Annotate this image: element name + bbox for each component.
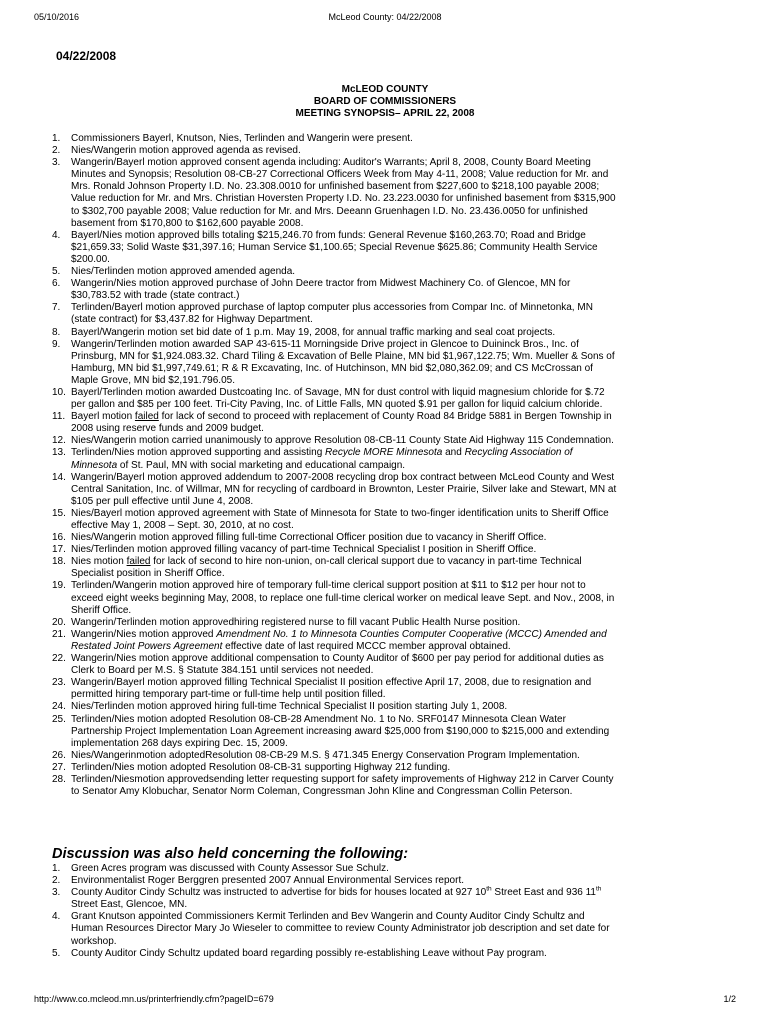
item-line — [71, 181, 732, 193]
text-run: Clerk to Board per M.S. § Statute 384.151 until services not needed. — [71, 665, 374, 677]
item-text — [71, 508, 732, 532]
text-run: Bayerl/Nies motion approved bills totaling $215,246.70 from funds: General Revenue $160,263.70; Road and Bridge — [71, 229, 586, 241]
item-line — [71, 387, 732, 399]
item-line — [71, 593, 732, 605]
item-text — [71, 750, 732, 762]
item-number: 20. — [52, 616, 66, 628]
discussion-list — [52, 863, 732, 960]
ordinal-suffix: th — [596, 885, 602, 893]
board-title: BOARD OF COMMISSIONERS — [313, 96, 457, 107]
item-line — [71, 496, 732, 508]
print-header — [34, 12, 736, 22]
item-line — [71, 447, 732, 459]
item-line — [71, 508, 732, 520]
text-run: and — [442, 447, 465, 459]
item-number: 3. — [52, 157, 61, 169]
item-line — [71, 689, 732, 701]
item-number: 27. — [52, 761, 66, 773]
item-number: 22. — [52, 653, 66, 665]
list-item — [52, 629, 732, 653]
list-item — [52, 230, 732, 266]
list-item — [52, 750, 732, 762]
text-run: Street East, Glencoe, MN. — [71, 899, 188, 911]
item-number: 7. — [52, 302, 61, 314]
text-run: Wangerin/Bayerl motion approved consent agenda including: Auditor's Warrants; April 8, 2008, County Board Meeting — [71, 157, 591, 169]
item-line — [71, 290, 732, 302]
text-run: Bayerl motion — [71, 411, 135, 423]
text-run: County Auditor Cindy Schultz was instructed to advertise for bids for houses located at 927 10 — [71, 887, 487, 899]
item-number: 19. — [52, 580, 66, 592]
text-run: Green Acres program was discussed with County Assessor Sue Schulz. — [71, 863, 389, 874]
item-text — [71, 887, 732, 911]
list-item — [52, 556, 732, 580]
text-run: Wangerin/Bayerl motion approved filling Technical Specialist II position effective April 17, 2008, due to resignation and — [71, 677, 592, 689]
item-line — [71, 218, 732, 230]
text-run: for lack of second to hire non-union, on-call clerical support due to vacancy in part-time Technical — [150, 556, 582, 568]
text-run: Bayerl/Terlinden motion awarded Dustcoating Inc. of Savage, MN for dust control with liquid magnesium chloride for $.72 — [71, 386, 605, 398]
text-run: effective May 1, 2008 – Sept. 30, 2010, at no cost. — [71, 520, 294, 531]
text-run: Wangerin/Terlinden motion awarded SAP 43-615-11 Morningside Drive project in Glencoe to Duininck Bros., Inc. of — [71, 338, 579, 350]
text-run: 2008 using reserve funds and 2009 budget. — [71, 423, 264, 435]
item-line — [71, 629, 732, 641]
item-number: 28. — [52, 773, 66, 785]
item-line — [71, 665, 732, 677]
item-line — [71, 605, 732, 617]
item-text — [71, 911, 732, 947]
item-line — [71, 278, 732, 290]
item-number: 2. — [52, 875, 61, 887]
item-text — [71, 863, 732, 875]
text-run: Sheriff Office. — [71, 604, 132, 616]
item-number: 9. — [52, 338, 61, 350]
item-line — [71, 887, 732, 899]
failed-text: failed — [126, 556, 151, 568]
text-run: Wangerin/Bayerl motion approved addendum to 2007-2008 recycling drop box contract between McLeod County and West — [71, 471, 615, 483]
item-line — [71, 936, 732, 948]
failed-text: failed — [134, 411, 159, 423]
text-run: Terlinden/Nies motion adopted Resolution 08-CB-28 Amendment No. 1 to No. SRF0147 Minnesota Clean Water — [71, 713, 566, 725]
text-run: Prinsburg, MN for $1,924.083.32. Chard Tiling & Excavation of Belle Plaine, MN bid $1,967,122.75; Wm. Mueller & Sons of — [71, 350, 615, 362]
italic-title: Recycle MORE Minnesota — [325, 447, 443, 459]
item-line — [71, 863, 732, 875]
item-number: 11. — [52, 411, 66, 423]
item-line — [71, 568, 732, 580]
meeting-date-heading: 04/22/2008 — [56, 49, 117, 63]
item-text — [71, 653, 732, 677]
item-text — [71, 629, 732, 653]
text-run: of St. Paul, MN with social marketing and educational campaign. — [117, 459, 406, 471]
item-text — [71, 266, 732, 278]
text-run: Wangerin/Nies motion approved purchase of John Deere tractor from Midwest Machinery Co. of Glencoe, MN for — [71, 278, 571, 290]
item-line — [71, 327, 732, 339]
text-run: permitted hiring temporary part-time or full-time help until position filled. — [71, 689, 386, 701]
list-item — [52, 411, 732, 435]
item-text — [71, 948, 732, 960]
list-item — [52, 387, 732, 411]
list-item — [52, 762, 732, 774]
page-number: 1/2 — [723, 994, 736, 1004]
item-line — [71, 206, 732, 218]
list-item — [52, 580, 732, 616]
item-text — [71, 701, 732, 713]
list-item — [52, 327, 732, 339]
item-number: 24. — [52, 701, 66, 713]
item-text — [71, 556, 732, 580]
item-text — [71, 435, 732, 447]
document-titles — [0, 84, 770, 120]
text-run: Nies/Wangerinmotion adoptedResolution 08-CB-29 M.S. § 471.345 Energy Conservation Program Implementation. — [71, 749, 580, 761]
discussion-heading: Discussion was also held concerning the following: — [52, 846, 409, 862]
list-item — [52, 447, 732, 471]
list-item — [52, 145, 732, 157]
text-run: effective date of last required MCCC member approval obtained. — [222, 640, 511, 652]
text-run: $30,783.52 with trade (state contract.) — [71, 290, 240, 302]
item-number: 1. — [52, 133, 61, 144]
text-run: Partnership Project Implementation Loan Agreement increasing award $25,000 from $190,000 to $215,000 and extending — [71, 725, 610, 737]
text-run: Commissioners Bayerl, Knutson, Nies, Terlinden and Wangerin were present. — [71, 133, 413, 144]
text-run: for lack of second to proceed with replacement of County Road 84 Bridge 5881 in Bergen Township in — [158, 411, 612, 423]
item-line — [71, 460, 732, 472]
item-text — [71, 472, 732, 508]
text-run: Nies/Terlinden motion approved amended agenda. — [71, 266, 296, 278]
text-run: Terlinden/Wangerin motion approved hire of temporary full-time clerical support position at $11 to $12 per hour not to — [71, 580, 586, 592]
list-item — [52, 701, 732, 713]
text-run: Terlinden/Nies motion adopted Resolution 08-CB-31 supporting Highway 212 funding. — [71, 761, 451, 773]
item-line — [71, 411, 732, 423]
item-line — [71, 363, 732, 375]
item-line — [71, 314, 732, 326]
item-line — [71, 677, 732, 689]
text-run: to Senator Amy Klobuchar, Senator Norm Coleman, Congressman John Kline and Congressman Collin Peterson. — [71, 786, 573, 798]
item-line — [71, 726, 732, 738]
text-run: Environmentalist Roger Berggren presented 2007 Annual Environmental Services report. — [71, 875, 464, 887]
item-number: 5. — [52, 947, 61, 959]
page-url: http://www.co.mcleod.mn.us/printerfriendly.cfm?pageID=679 — [34, 994, 274, 1004]
list-item — [52, 508, 732, 532]
item-line — [71, 899, 732, 911]
item-line — [71, 875, 732, 887]
item-text — [71, 677, 732, 701]
text-run: Terlinden/Niesmotion approvedsending letter requesting support for safety improvements of Highway 212 in Carver County — [71, 773, 614, 785]
item-number: 12. — [52, 435, 66, 447]
item-line — [71, 435, 732, 447]
item-line — [71, 133, 732, 145]
item-number: 3. — [52, 887, 61, 899]
item-text — [71, 302, 732, 326]
text-run: County Auditor Cindy Schultz updated board regarding possibly re-establishing Leave without Pay program. — [71, 947, 547, 959]
item-text — [71, 145, 732, 157]
text-run: Nies/Terlinden motion approved hiring full-time Technical Specialist II position starting July 1, 2008. — [71, 701, 508, 713]
motions-list — [52, 133, 732, 798]
text-run: Nies/Terlinden motion approved filling vacancy of part-time Technical Specialist I position in Sheriff Office. — [71, 544, 537, 556]
list-item — [52, 774, 732, 798]
list-item — [52, 875, 732, 887]
text-run: Terlinden/Nies motion approved supporting and assisting — [71, 447, 326, 459]
item-line — [71, 923, 732, 935]
text-run: Wangerin/Nies motion approved — [71, 628, 217, 640]
item-number: 16. — [52, 532, 66, 544]
item-line — [71, 580, 732, 592]
item-line — [71, 544, 732, 556]
item-number: 2. — [52, 145, 61, 157]
item-text — [71, 339, 732, 387]
text-run: Terlinden/Bayerl motion approved purchase of laptop computer plus accessories from Compar Inc. of Minnetonka, MN — [71, 302, 593, 314]
text-run: Nies/Bayerl motion approved agreement with State of Minnesota for State to two-finger identification units to Sheriff Office — [71, 507, 609, 519]
list-item — [52, 278, 732, 302]
item-text — [71, 230, 732, 266]
item-number: 14. — [52, 471, 66, 483]
item-line — [71, 520, 732, 532]
text-run: Mrs. Ronald Johnson Property I.D. No. 23.308.0010 for unfinished basement from $227,600 to $218,100 payable 2008; — [71, 181, 600, 193]
list-item — [52, 863, 732, 875]
item-number: 23. — [52, 677, 66, 689]
item-number: 10. — [52, 386, 66, 398]
print-date: 05/10/2016 — [34, 12, 80, 22]
item-number: 4. — [52, 229, 61, 241]
list-item — [52, 653, 732, 677]
item-line — [71, 266, 732, 278]
item-line — [71, 230, 732, 242]
list-item — [52, 714, 732, 750]
item-number: 21. — [52, 628, 66, 640]
text-run: Value reduction for Mr. and Mrs. Christian Hoversten Property I.D. No. 23.223.0030 for unfinished basement from $315,900 — [71, 193, 616, 205]
item-line — [71, 145, 732, 157]
item-text — [71, 532, 732, 544]
item-line — [71, 532, 732, 544]
item-text — [71, 327, 732, 339]
item-line — [71, 701, 732, 713]
item-text — [71, 157, 732, 230]
item-line — [71, 556, 732, 568]
text-run: Nies/Wangerin motion approved agenda as revised. — [71, 145, 301, 157]
text-run: Wangerin/Nies motion approve additional compensation to County Auditor of $600 per pay period for additional duties as — [71, 653, 604, 665]
item-line — [71, 617, 732, 629]
item-line — [71, 193, 732, 205]
text-run: $200.00. — [71, 253, 110, 265]
list-item — [52, 266, 732, 278]
county-title: McLEOD COUNTY — [341, 84, 429, 95]
text-run: exceed eight weeks beginning May, 2008, to replace one full-time clerical worker on medical leave Sept. and Nov., 2008, in — [71, 592, 615, 604]
list-item — [52, 339, 732, 387]
item-line — [71, 375, 732, 387]
ordinal-suffix: th — [486, 885, 492, 893]
item-line — [71, 786, 732, 798]
item-text — [71, 278, 732, 302]
list-item — [52, 948, 732, 960]
text-run: $105 per pull effective until June 4, 2008. — [71, 495, 254, 507]
text-run: to $302,700 payable 2008; Value reduction for Mr. and Mrs. Deeann Gruenhagen I.D. No. 23.436.0050 for unfinished — [71, 205, 588, 217]
print-title: McLeod County: 04/22/2008 — [328, 12, 442, 22]
text-run: Human Resources Director Mary Jo Wieseler to committee to review County Administrator job description and set date for — [71, 923, 610, 935]
item-line — [71, 484, 732, 496]
list-item — [52, 133, 732, 145]
text-run: Bayerl/Wangerin motion set bid date of 1 p.m. May 19, 2008, for annual traffic marking and seal coat projects. — [71, 326, 556, 338]
list-item — [52, 887, 732, 911]
text-run: Nies motion — [71, 556, 127, 568]
italic-title: Restated Joint Powers Agreement — [71, 640, 223, 652]
item-text — [71, 875, 732, 887]
item-number: 17. — [52, 544, 66, 556]
item-line — [71, 641, 732, 653]
item-number: 6. — [52, 278, 61, 290]
list-item — [52, 157, 732, 230]
italic-title: Amendment No. 1 to Minnesota Counties Computer Cooperative (MCCC) Amended and — [216, 628, 607, 640]
item-number: 15. — [52, 507, 66, 519]
item-line — [71, 738, 732, 750]
text-run: Street East and 936 11 — [491, 887, 596, 899]
item-line — [71, 750, 732, 762]
item-line — [71, 339, 732, 351]
item-number: 25. — [52, 713, 66, 725]
text-run: Nies/Wangerin motion carried unanimously to approve Resolution 08-CB-11 County State Aid Highway 115 Condemnation. — [71, 435, 614, 447]
list-item — [52, 677, 732, 701]
item-line — [71, 948, 732, 960]
item-number: 18. — [52, 556, 66, 568]
text-run: implementation 268 days expiring Dec. 15, 2009. — [71, 737, 288, 749]
item-line — [71, 714, 732, 726]
text-run: Grant Knutson appointed Commissioners Kermit Terlinden and Bev Wangerin and County Auditor Cindy Schultz and — [71, 911, 585, 923]
text-run: Nies/Wangerin motion approved filling full-time Correctional Officer position due to vacancy in Sheriff Office. — [71, 532, 547, 544]
print-footer — [34, 994, 736, 1004]
italic-title: Minnesota — [71, 459, 118, 471]
item-text — [71, 447, 732, 471]
item-number: 13. — [52, 447, 66, 459]
text-run: Central Sanitation, Inc. of Willmar, MN for recycling of cardboard in Brownton, Lester Prairie, Silver lake and Stewart, MN at — [71, 483, 617, 495]
list-item — [52, 472, 732, 508]
synopsis-title: MEETING SYNOPSIS– APRIL 22, 2008 — [295, 108, 475, 119]
item-line — [71, 157, 732, 169]
text-run: (state contract) for $3,437.82 for Highway Department. — [71, 314, 313, 326]
item-number: 4. — [52, 911, 61, 923]
list-item — [52, 435, 732, 447]
item-line — [71, 242, 732, 254]
item-line — [71, 254, 732, 266]
item-number: 26. — [52, 749, 66, 761]
item-text — [71, 762, 732, 774]
text-run: workshop. — [71, 935, 117, 947]
item-line — [71, 653, 732, 665]
text-run: Hamburg, MN bid $1,997,749.61; R & R Excavating, Inc. of Hutchinson, MN bid $2,080,362.09; and CS McCrossan of — [71, 362, 593, 374]
item-line — [71, 774, 732, 786]
item-line — [71, 302, 732, 314]
text-run: $21,659.33; Solid Waste $31,397.16; Human Service $1,100.65; Special Revenue $625.86; Community Health Service — [71, 241, 598, 253]
item-number: 5. — [52, 266, 61, 278]
item-text — [71, 544, 732, 556]
italic-title: Recycling Association of — [464, 447, 573, 459]
item-text — [71, 411, 732, 435]
text-run: Minutes and Synopsis; Resolution 08-CB-27 Correctional Officers Week from May 4-11, 2008; Value reduction for Mr. and — [71, 169, 609, 181]
list-item — [52, 911, 732, 947]
list-item — [52, 532, 732, 544]
item-text — [71, 714, 732, 750]
item-line — [71, 911, 732, 923]
item-line — [71, 351, 732, 363]
item-text — [71, 580, 732, 616]
list-item — [52, 544, 732, 556]
list-item — [52, 302, 732, 326]
item-line — [71, 762, 732, 774]
text-run: basement from $170,800 to $162,600 payable 2008. — [71, 217, 304, 229]
list-item — [52, 617, 732, 629]
item-line — [71, 399, 732, 411]
item-text — [71, 387, 732, 411]
item-line — [71, 169, 732, 181]
text-run: Specialist position in Sheriff Office. — [71, 568, 225, 580]
item-line — [71, 472, 732, 484]
text-run: per gallon and $85 per 100 feet. Tri-City Paving, Inc. of Little Falls, MN quoted $.91 per gallon for liquid calcium chloride. — [71, 399, 603, 411]
item-line — [71, 423, 732, 435]
item-text — [71, 617, 732, 629]
text-run: Maple Grove, MN bid $2,191.796.05. — [71, 374, 235, 386]
item-number: 1. — [52, 863, 61, 874]
item-text — [71, 774, 732, 798]
text-run: Wangerin/Terlinden motion approvedhiring registered nurse to fill vacant Public Health Nurse position. — [71, 616, 521, 628]
item-number: 8. — [52, 326, 61, 338]
item-text — [71, 133, 732, 145]
